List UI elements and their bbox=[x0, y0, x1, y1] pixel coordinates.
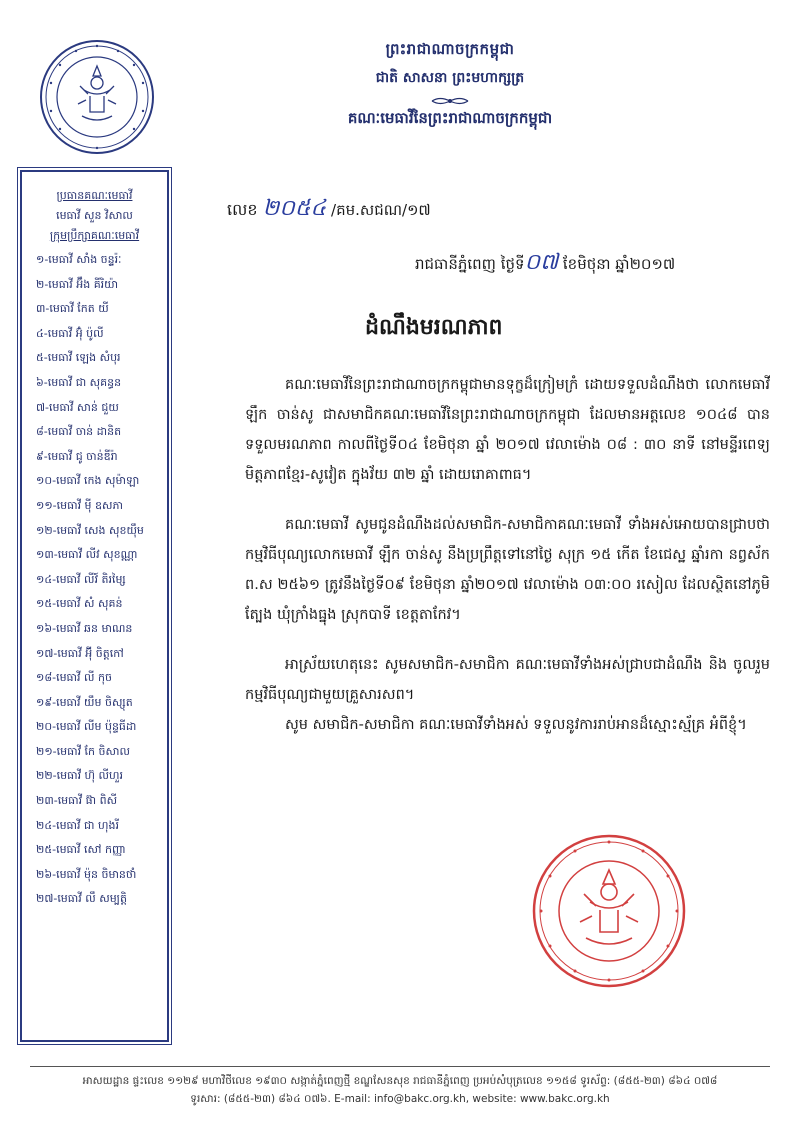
reference-label: លេខ bbox=[227, 200, 258, 219]
council-member: ២០-មេធាវី លីម ប៉ុន្ទធីដា bbox=[36, 720, 137, 734]
council-member: ២៥-មេធាវី សៅ កញ្ញា bbox=[36, 843, 126, 857]
president-name: មេធាវី សួន វិសាល bbox=[56, 209, 133, 222]
council-member: ២៣-មេធាវី ផ៊ា ពិសី bbox=[36, 794, 118, 808]
paragraph-2: គណៈមេធាវី សូមជូនដំណឹងដល់សមាជិក-សមាជិកាគណៈមេធាវី ទាំងអស់អោយបានជ្រាបថា កម្មវិធីបុណ្យលោកមេធាវី ឡឹក ចាន់សូ នឹងប្រព្រឹត្តទៅនៅថ្ងៃ សុក្រ ១៥ កើត ខែជេស្ឋ ឆ្នាំរកា នព្វស័ក ព.ស ២៥៦១ ត្រូវនឹងថ្ងៃទី០៩ ខែមិថុនា ឆ្នាំ២០១៧ វេលាម៉ោង ០៣:០០ រសៀល ដែលស្ថិតនៅភូមិត្បែង ឃុំក្រាំងធ្នុង ស្រុកបាទី ខេត្តតាកែវ។ bbox=[245, 517, 770, 623]
council-member: ១-មេធាវី សាំង ចន្ទ្ទរ៉ៈ bbox=[36, 253, 122, 266]
footer-address: អាសយដ្ឋាន ផ្ទះលេខ ១១២៩ មហាវិថីលេខ ១៩៣០ សង្កាត់ភ្នំពេញថ្មី ខណ្ឌសែនសុខ រាជធានីភ្នំពេញ ប្រអប់សំបុត្រលេខ ១១៥៨ ទូរស័ព្ទ: (៨៥៥-២៣) ៨៦៤ ០៧៨ bbox=[82, 1075, 718, 1087]
bar-association-seal bbox=[38, 38, 156, 156]
paragraph-1: គណៈមេធាវីនៃព្រះរាជាណាចក្រកម្ពុជាមានទុក្ខដ៏ក្រៀមក្រំ ដោយទទួលដំណឹងថា លោកមេធាវី ឡឹក ចាន់សូ ជាសមាជិកគណៈមេធាវីនៃព្រះរាជាណាចក្រកម្ពុជា ដែលមានអត្តលេខ ១០៤៨ បានទទួលមរណភាព កាលពីថ្ងៃទី០៤ ខែមិថុនា ឆ្នាំ ២០១៧ វេលាម៉ោង ០៨ : ៣០ នាទី នៅមន្ទីរពេទ្យមិត្តភាពខ្មែរ-សូវៀត ក្នុងវ័យ ៣២ ឆ្នាំ ដោយរោគាពាធ។ bbox=[245, 377, 770, 483]
council-member: ១៥-មេធាវី សំ សុគន់ bbox=[36, 597, 123, 611]
council-member: ១៩-មេធាវី យឹម ចិស្សុត bbox=[36, 695, 133, 709]
council-member: ២២-មេធាវី ហ៊ុ លីហួរ bbox=[36, 769, 123, 783]
paragraph-4: សូម សមាជិក-សមាជិកា គណៈមេធាវីទាំងអស់ ទទួលនូវការរាប់អានដ៏ស្មោះស្ម័គ្រ អំពីខ្ញុំ។ bbox=[285, 717, 747, 733]
national-motto: ជាតិ សាសនា ព្រះមហាក្សត្រ bbox=[375, 70, 525, 86]
council-member: ១៣-មេធាវី លីវ សុខណ្ណា bbox=[36, 548, 138, 562]
council-member: ៥-មេធាវី ឡេង សំបុរ bbox=[36, 351, 121, 365]
council-member: ២៧-មេធាវី លឹ សម្បត្តិ bbox=[36, 892, 127, 906]
ornament-icon bbox=[430, 93, 470, 107]
letter-body bbox=[245, 370, 770, 760]
council-member: ១០-មេធាវី កេង សុម៉ាឡា bbox=[36, 474, 140, 488]
council-member: ៤-មេធាវី អ៊ុំ ប៉ូលី bbox=[36, 326, 104, 340]
official-red-seal bbox=[530, 832, 688, 990]
kingdom-title: ព្រះរាជាណាចក្រកម្ពុជា bbox=[385, 40, 515, 58]
footer-contact: ទូរសារ: (៨៥៥-២៣) ៨៦៤ ០៧៦. E-mail: info@bakc.org.kh, website: www.bakc.org.kh bbox=[190, 1093, 610, 1105]
council-member: ២៦-មេធាវី ម៉ុន ចិមានថាំ bbox=[36, 867, 137, 881]
handwritten-reference-number: ២០៥៤ bbox=[262, 196, 326, 221]
footer bbox=[30, 1072, 770, 1108]
council-sidebar bbox=[20, 170, 169, 1042]
council-member: ១៧-មេធាវី អ៊ុី ចិត្តកៅ bbox=[36, 646, 124, 660]
organization-name: គណៈមេធាវីនៃព្រះរាជាណាចក្រកម្ពុជា bbox=[347, 109, 553, 127]
footer-divider bbox=[30, 1066, 770, 1067]
handwritten-day: ០៧ bbox=[524, 250, 559, 275]
president-heading: ប្រធានគណៈមេធាវី bbox=[56, 189, 133, 202]
council-member: ៨-មេធាវី ចាន់ ដានិត bbox=[36, 425, 122, 439]
date-prefix: រាជធានីភ្នំពេញ ថ្ងៃទី bbox=[415, 255, 525, 273]
notice-title: ដំណឹងមរណភាព bbox=[365, 315, 503, 340]
council-members-list bbox=[22, 248, 167, 912]
paragraph-3: អាស្រ័យហេតុនេះ សូមសមាជិក-សមាជិកា គណៈមេធាវីទាំងអស់ជ្រាបជាដំណឹង និង ចូលរួមកម្មវិធីបុណ្យជាមួយគ្រួសារសព។ bbox=[245, 657, 770, 703]
council-member: ១១-មេធាវី ម៉ី ឧសភា bbox=[36, 498, 123, 512]
council-member: ១២-មេធាវី សេង សុខយ៉ឹម bbox=[36, 523, 144, 537]
letterhead bbox=[330, 40, 570, 131]
council-member: ២១-មេធាវី កែ ចិសាល bbox=[36, 744, 130, 758]
council-member: ២៤-មេធាវី ជា ហុងរី bbox=[36, 818, 119, 832]
council-member: ១៨-មេធាវី លី កុច bbox=[36, 671, 112, 685]
date-suffix: ខែមិថុនា ឆ្នាំ២០១៧ bbox=[558, 255, 676, 273]
council-member: ៣-មេធាវី កែត យី bbox=[36, 302, 109, 316]
council-member: ៦-មេធាវី ជា សុគន្ធន bbox=[36, 375, 122, 389]
council-member: ៩-មេធាវី ជូ ចាន់ឌីរ៉ា bbox=[36, 449, 118, 463]
council-member: ១៦-មេធាវី ឆន មាណន bbox=[36, 621, 133, 635]
council-member: ៧-មេធាវី សាន់ ជួយ bbox=[36, 400, 119, 414]
reference-number bbox=[227, 194, 431, 226]
council-member: ២-មេធាវី អ៊ឹង គីរិយ៉ា bbox=[36, 277, 119, 291]
letter-date bbox=[415, 248, 675, 280]
council-heading: ក្រុមប្រឹក្សាគណៈមេធាវី bbox=[49, 229, 140, 242]
reference-suffix: /គម.សជណ/១៧ bbox=[331, 201, 431, 219]
council-member: ១៤-មេធាវី លីវ៍ តិរម្សៃ bbox=[36, 572, 126, 586]
